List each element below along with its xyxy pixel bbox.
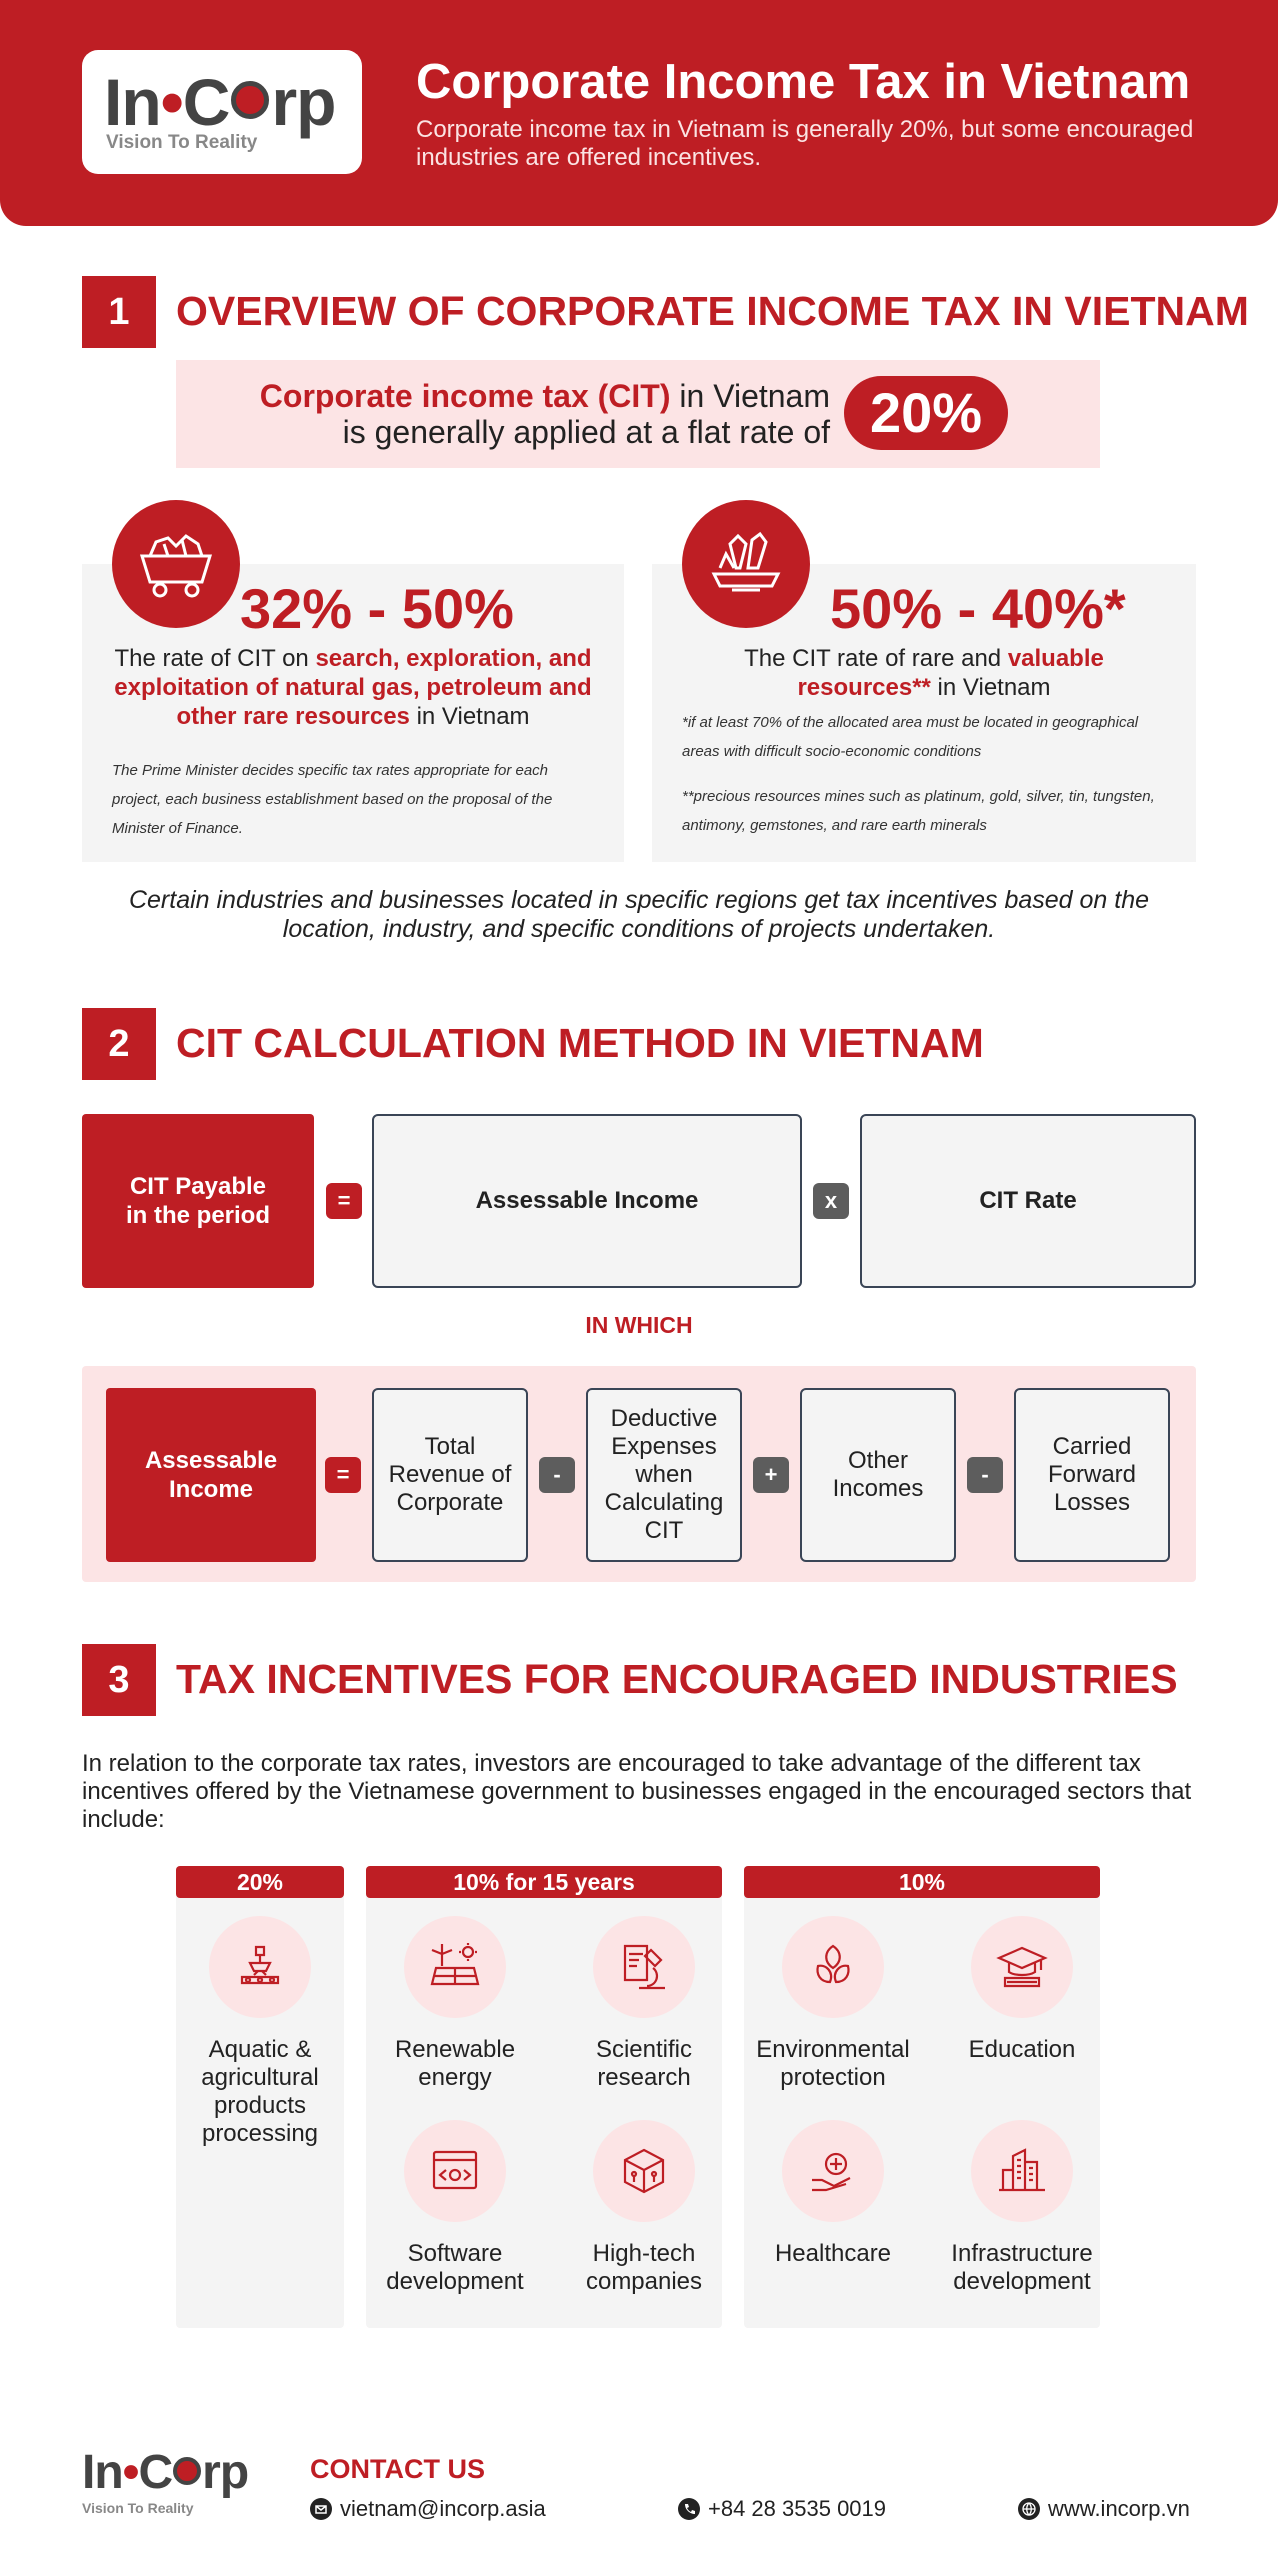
code-window-icon (404, 2120, 506, 2222)
other-incomes-box: Other Incomes (800, 1388, 956, 1562)
industry-label: High-tech companies (585, 2240, 703, 2295)
group-rate-header: 10% for 15 years (366, 1866, 722, 1898)
incentive-group-10 (744, 1866, 1100, 2328)
industry-item (549, 2120, 739, 2296)
buildings-icon (971, 2120, 1073, 2222)
incentive-group-10-15-years (366, 1866, 722, 2328)
microscope-icon (593, 1916, 695, 2018)
minus-operator: - (539, 1457, 575, 1493)
email-link[interactable]: vietnam@incorp.asia (340, 2496, 546, 2521)
assessable-income-box: Assessable Income (372, 1114, 802, 1288)
minus-operator: - (967, 1457, 1003, 1493)
industry-item (165, 1916, 355, 2148)
in-which-label: IN WHICH (585, 1312, 693, 1338)
globe-icon (1018, 2498, 1040, 2520)
industry-item (360, 1916, 550, 2092)
industry-label: Healthcare (774, 2240, 892, 2267)
leaves-icon (782, 1916, 884, 2018)
logo-text-rp: rp (271, 65, 336, 139)
industry-item (738, 2120, 928, 2268)
rate-note: The Prime Minister decides specific tax rates appropriate for each project, each business establishment based on the proposal of the Minister of Finance. (112, 762, 553, 837)
footer-logo-tagline: Vision To Reality (82, 2500, 194, 2516)
globe-icon (173, 2457, 201, 2485)
section-2-title: CIT CALCULATION METHOD IN VIETNAM (176, 1020, 984, 1066)
equals-operator: = (325, 1457, 361, 1493)
cit-payable-box: CIT Payable in the period (82, 1114, 314, 1288)
group-rate-header: 10% (744, 1866, 1100, 1898)
section-2-number: 2 (82, 1008, 156, 1080)
phone-link[interactable]: +84 28 3535 0019 (708, 2496, 887, 2521)
logo-text-in: In (104, 65, 161, 139)
contact-title: CONTACT US (310, 2454, 485, 2484)
mining-cart-icon (112, 500, 240, 628)
page-subtitle: Corporate income tax in Vietnam is generally 20%, but some encouraged industries are offered incentives. (416, 116, 1194, 171)
industry-label: Environmental protection (756, 2036, 910, 2091)
assessable-income-result: Assessable Income (106, 1388, 316, 1562)
website-link[interactable]: www.incorp.vn (1048, 2496, 1190, 2521)
contact-email[interactable] (310, 2496, 546, 2522)
header-banner (0, 0, 1278, 226)
phone-icon (678, 2498, 700, 2520)
processing-plant-icon (209, 1916, 311, 2018)
industry-label: Education (968, 2036, 1076, 2063)
total-revenue-box: Total Revenue of Corporate (372, 1388, 528, 1562)
industry-item (549, 1916, 739, 2092)
industry-label: Scientific research (595, 2036, 693, 2091)
equals-operator: = (326, 1183, 362, 1219)
rate-footnote-2: **precious resources mines such as platinum, gold, silver, tin, tungsten, antimony, gemstones, and rare earth minerals (682, 788, 1155, 834)
globe-icon (231, 81, 269, 119)
flat-rate-text: Corporate income tax (CIT) in Vietnam is generally applied at a flat rate of (259, 378, 830, 450)
graduation-cap-icon (971, 1916, 1073, 2018)
circuit-cube-icon (593, 2120, 695, 2222)
industry-item (360, 2120, 550, 2296)
flat-rate-banner (176, 360, 1100, 468)
contact-website[interactable] (1018, 2496, 1190, 2522)
carried-forward-losses-box: Carried Forward Losses (1014, 1388, 1170, 1562)
rate-description: The CIT rate of rare and valuable resources** in Vietnam (744, 645, 1104, 701)
industry-item (738, 1916, 928, 2092)
industry-label: Infrastructure development (951, 2240, 1093, 2295)
section-1-number: 1 (82, 276, 156, 348)
section-3-number: 3 (82, 1644, 156, 1716)
industry-label: Aquatic & agricultural products processing (201, 2036, 319, 2147)
rate-value: 32% - 50% (240, 577, 514, 640)
gemstones-icon (682, 500, 810, 628)
company-logo: In•C rp Vision To Reality (82, 50, 362, 174)
email-icon (310, 2498, 332, 2520)
industry-item (927, 2120, 1117, 2296)
industry-item (927, 1916, 1117, 2064)
incentive-group-20 (176, 1866, 344, 2328)
multiply-operator: x (813, 1183, 849, 1219)
hand-cross-icon (782, 2120, 884, 2222)
rate-description: The rate of CIT on search, exploration, and exploitation of natural gas, petroleum and other rare resources in Vietnam (114, 645, 592, 730)
page-title: Corporate Income Tax in Vietnam (416, 55, 1191, 109)
rate-footnote-1: *if at least 70% of the allocated area must be located in geographical areas with difficult socio-economic conditions (682, 714, 1139, 760)
section-3-title: TAX INCENTIVES FOR ENCOURAGED INDUSTRIES (176, 1656, 1178, 1702)
flat-rate-badge: 20% (844, 376, 1008, 450)
rate-value: 50% - 40%* (830, 577, 1126, 640)
section-1-title: OVERVIEW OF CORPORATE INCOME TAX IN VIETNAM (176, 288, 1249, 334)
wind-solar-icon (404, 1916, 506, 2018)
group-rate-header: 20% (176, 1866, 344, 1898)
logo-text-c: C (182, 65, 230, 139)
cit-rate-box: CIT Rate (860, 1114, 1196, 1288)
industry-label: Software development (386, 2240, 524, 2295)
incentives-intro: In relation to the corporate tax rates, investors are encouraged to take advantage of the different tax incentives offered by the Vietnamese government to businesses engaged in the encouraged sectors that include: (82, 1750, 1192, 1833)
industry-label: Renewable energy (394, 2036, 516, 2091)
logo-tagline: Vision To Reality (106, 132, 258, 153)
deductive-expenses-box: Deductive Expenses when Calculating CIT (586, 1388, 742, 1562)
overview-footnote: Certain industries and businesses located in specific regions get tax incentives based on the location, industry, and specific conditions of projects undertaken. (128, 886, 1150, 943)
contact-phone[interactable] (678, 2496, 886, 2522)
footer-logo: In•C rp Vision To Reality (82, 2446, 249, 2516)
plus-operator: + (753, 1457, 789, 1493)
